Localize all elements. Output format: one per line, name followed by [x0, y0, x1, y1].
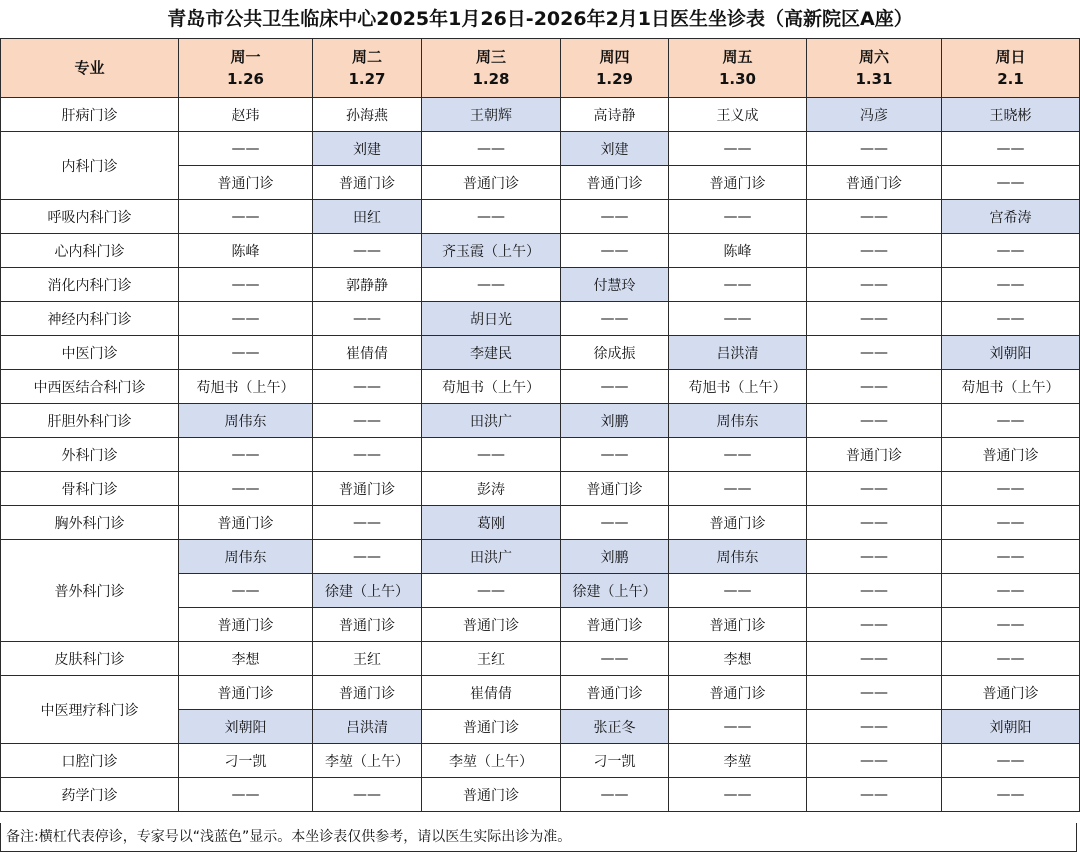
dept-cell: 中西医结合科门诊	[1, 370, 179, 404]
schedule-cell: ——	[669, 710, 807, 744]
schedule-cell: 苟旭书（上午）	[942, 370, 1080, 404]
schedule-cell: 刁一凯	[179, 744, 313, 778]
schedule-cell: ——	[179, 132, 313, 166]
schedule-cell: ——	[561, 642, 669, 676]
schedule-cell: ——	[669, 778, 807, 812]
schedule-cell: ——	[313, 506, 422, 540]
schedule-cell: ——	[422, 200, 561, 234]
table-row	[1, 540, 1080, 574]
schedule-cell: ——	[942, 268, 1080, 302]
schedule-cell: ——	[179, 336, 313, 370]
schedule-cell: 苟旭书（上午）	[179, 370, 313, 404]
schedule-cell: ——	[669, 132, 807, 166]
dept-cell: 药学门诊	[1, 778, 179, 812]
table-row	[1, 370, 1080, 404]
table-row	[1, 778, 1080, 812]
schedule-cell: ——	[807, 234, 942, 268]
schedule-cell: 高诗静	[561, 98, 669, 132]
schedule-cell: 胡日光	[422, 302, 561, 336]
day-date: 2.1	[997, 70, 1024, 88]
schedule-cell: 普通门诊	[422, 608, 561, 642]
dept-cell: 外科门诊	[1, 438, 179, 472]
schedule-cell: 王红	[313, 642, 422, 676]
day-date: 1.26	[226, 70, 264, 88]
dept-cell: 胸外科门诊	[1, 506, 179, 540]
day-header	[669, 39, 807, 98]
schedule-cell: 田红	[313, 200, 422, 234]
dept-cell: 消化内科门诊	[1, 268, 179, 302]
schedule-cell: ——	[942, 132, 1080, 166]
schedule-cell: ——	[313, 404, 422, 438]
schedule-cell: ——	[807, 642, 942, 676]
schedule-cell: 刘朝阳	[942, 336, 1080, 370]
schedule-cell: ——	[942, 574, 1080, 608]
schedule-cell: 徐建（上午）	[561, 574, 669, 608]
schedule-cell: ——	[561, 370, 669, 404]
day-header	[942, 39, 1080, 98]
page-title: 青岛市公共卫生临床中心2025年1月26日-2026年2月1日医生坐诊表（高新院区A座）	[167, 8, 913, 30]
table-row	[1, 744, 1080, 778]
schedule-cell: ——	[561, 506, 669, 540]
schedule-table	[0, 38, 1080, 812]
day-header	[807, 39, 942, 98]
schedule-cell: 刘朝阳	[942, 710, 1080, 744]
day-date: 1.29	[595, 70, 633, 88]
schedule-cell: ——	[807, 472, 942, 506]
dept-cell: 呼吸内科门诊	[1, 200, 179, 234]
schedule-cell: ——	[942, 642, 1080, 676]
header-row	[1, 39, 1080, 98]
table-row	[1, 98, 1080, 132]
schedule-cell: ——	[561, 302, 669, 336]
schedule-cell: 普通门诊	[313, 472, 422, 506]
schedule-cell: ——	[313, 438, 422, 472]
schedule-cell: 周伟东	[179, 404, 313, 438]
schedule-cell: 李想	[179, 642, 313, 676]
schedule-cell: ——	[179, 268, 313, 302]
schedule-cell: ——	[807, 744, 942, 778]
schedule-cell: 普通门诊	[422, 778, 561, 812]
schedule-cell: 刁一凯	[561, 744, 669, 778]
dept-cell: 内科门诊	[1, 132, 179, 200]
schedule-cell: ——	[561, 778, 669, 812]
schedule-cell: ——	[942, 744, 1080, 778]
schedule-cell: ——	[422, 268, 561, 302]
schedule-cell: ——	[807, 710, 942, 744]
schedule-cell: ——	[313, 234, 422, 268]
day-name: 周五	[722, 48, 753, 66]
day-date: 1.31	[855, 70, 893, 88]
day-name: 周三	[475, 48, 506, 66]
schedule-cell: ——	[179, 438, 313, 472]
table-row	[1, 200, 1080, 234]
day-name: 周二	[351, 48, 382, 66]
schedule-cell: 孙海燕	[313, 98, 422, 132]
schedule-cell: 普通门诊	[422, 710, 561, 744]
day-date: 1.27	[348, 70, 386, 88]
schedule-cell: ——	[942, 608, 1080, 642]
table-row	[1, 302, 1080, 336]
schedule-cell: 王义成	[669, 98, 807, 132]
schedule-cell: 郭静静	[313, 268, 422, 302]
dept-cell: 骨科门诊	[1, 472, 179, 506]
schedule-cell: 普通门诊	[669, 166, 807, 200]
schedule-cell: 刘朝阳	[179, 710, 313, 744]
schedule-cell: 普通门诊	[807, 166, 942, 200]
schedule-cell: 齐玉霞（上午）	[422, 234, 561, 268]
schedule-cell: 普通门诊	[561, 676, 669, 710]
schedule-cell: ——	[179, 200, 313, 234]
schedule-body	[1, 98, 1080, 812]
dept-cell: 肝病门诊	[1, 98, 179, 132]
schedule-cell: ——	[179, 472, 313, 506]
schedule-cell: 苟旭书（上午）	[422, 370, 561, 404]
dept-cell: 中医门诊	[1, 336, 179, 370]
schedule-cell: 普通门诊	[313, 166, 422, 200]
schedule-cell: ——	[669, 200, 807, 234]
schedule-cell: 普通门诊	[313, 608, 422, 642]
schedule-cell: 吕洪清	[313, 710, 422, 744]
schedule-cell: ——	[942, 234, 1080, 268]
schedule-cell: 普通门诊	[942, 438, 1080, 472]
table-row	[1, 676, 1080, 710]
schedule-cell: 徐成振	[561, 336, 669, 370]
schedule-cell: 陈峰	[669, 234, 807, 268]
table-row	[1, 438, 1080, 472]
schedule-cell: ——	[669, 268, 807, 302]
table-row	[1, 506, 1080, 540]
schedule-cell: ——	[669, 438, 807, 472]
schedule-cell: ——	[807, 404, 942, 438]
table-row	[1, 132, 1080, 166]
schedule-cell: ——	[313, 370, 422, 404]
schedule-cell: 崔倩倩	[313, 336, 422, 370]
schedule-cell: 王红	[422, 642, 561, 676]
schedule-cell: ——	[669, 302, 807, 336]
schedule-cell: 李堃	[669, 744, 807, 778]
schedule-cell: ——	[561, 200, 669, 234]
schedule-cell: 赵玮	[179, 98, 313, 132]
schedule-cell: 普通门诊	[179, 676, 313, 710]
schedule-cell: 葛刚	[422, 506, 561, 540]
dept-cell: 口腔门诊	[1, 744, 179, 778]
schedule-cell: 刘建	[561, 132, 669, 166]
schedule-cell: 徐建（上午）	[313, 574, 422, 608]
schedule-cell: 普通门诊	[179, 166, 313, 200]
day-name: 周六	[858, 48, 889, 66]
schedule-cell: 李建民	[422, 336, 561, 370]
schedule-cell: 王朝辉	[422, 98, 561, 132]
schedule-cell: 陈峰	[179, 234, 313, 268]
schedule-cell: ——	[561, 234, 669, 268]
schedule-cell: 普通门诊	[313, 676, 422, 710]
schedule-cell: ——	[807, 608, 942, 642]
schedule-cell: ——	[179, 574, 313, 608]
day-header	[313, 39, 422, 98]
schedule-cell: ——	[942, 302, 1080, 336]
schedule-cell: ——	[313, 540, 422, 574]
schedule-cell: 王晓彬	[942, 98, 1080, 132]
schedule-cell: 周伟东	[669, 540, 807, 574]
schedule-cell: 张正冬	[561, 710, 669, 744]
table-row	[1, 234, 1080, 268]
day-name: 周一	[230, 48, 261, 66]
day-header	[179, 39, 313, 98]
schedule-cell: ——	[179, 778, 313, 812]
schedule-cell: ——	[422, 574, 561, 608]
schedule-cell: 普通门诊	[669, 608, 807, 642]
schedule-cell: 彭涛	[422, 472, 561, 506]
schedule-cell: 普通门诊	[179, 608, 313, 642]
schedule-cell: ——	[422, 438, 561, 472]
day-header	[561, 39, 669, 98]
schedule-cell: 李想	[669, 642, 807, 676]
schedule-cell: 李堃（上午）	[422, 744, 561, 778]
schedule-cell: 崔倩倩	[422, 676, 561, 710]
schedule-cell: 刘建	[313, 132, 422, 166]
schedule-cell: 普通门诊	[942, 676, 1080, 710]
schedule-cell: ——	[807, 336, 942, 370]
day-header	[422, 39, 561, 98]
schedule-cell: ——	[942, 778, 1080, 812]
schedule-cell: 普通门诊	[669, 506, 807, 540]
schedule-cell: ——	[942, 540, 1080, 574]
schedule-cell: 田洪广	[422, 404, 561, 438]
schedule-cell: ——	[942, 472, 1080, 506]
schedule-cell: ——	[807, 778, 942, 812]
schedule-cell: ——	[807, 200, 942, 234]
schedule-cell: 宫希涛	[942, 200, 1080, 234]
dept-cell: 中医理疗科门诊	[1, 676, 179, 744]
schedule-cell: ——	[561, 438, 669, 472]
schedule-cell: ——	[942, 166, 1080, 200]
table-row	[1, 404, 1080, 438]
table-row	[1, 336, 1080, 370]
schedule-cell: ——	[669, 472, 807, 506]
schedule-cell: ——	[807, 676, 942, 710]
dept-header: 专业	[1, 39, 179, 98]
dept-cell: 皮肤科门诊	[1, 642, 179, 676]
dept-cell: 心内科门诊	[1, 234, 179, 268]
schedule-cell: 周伟东	[179, 540, 313, 574]
dept-cell: 神经内科门诊	[1, 302, 179, 336]
schedule-cell: 吕洪清	[669, 336, 807, 370]
day-name: 周日	[995, 48, 1026, 66]
schedule-cell: ——	[942, 506, 1080, 540]
footnote: 备注:横杠代表停诊，专家号以“浅蓝色”显示。本坐诊表仅供参考，请以医生实际出诊为准。	[0, 823, 1077, 852]
schedule-cell: 普通门诊	[179, 506, 313, 540]
schedule-cell: 田洪广	[422, 540, 561, 574]
schedule-cell: 普通门诊	[561, 472, 669, 506]
schedule-cell: 刘鹏	[561, 540, 669, 574]
schedule-cell: 普通门诊	[669, 676, 807, 710]
schedule-cell: ——	[313, 778, 422, 812]
schedule-cell: ——	[942, 404, 1080, 438]
schedule-cell: 普通门诊	[561, 166, 669, 200]
schedule-cell: ——	[807, 540, 942, 574]
schedule-cell: 普通门诊	[561, 608, 669, 642]
schedule-cell: ——	[313, 302, 422, 336]
schedule-cell: 冯彦	[807, 98, 942, 132]
schedule-cell: ——	[807, 132, 942, 166]
schedule-cell: ——	[807, 268, 942, 302]
dept-cell: 普外科门诊	[1, 540, 179, 642]
schedule-cell: ——	[807, 370, 942, 404]
schedule-cell: ——	[669, 574, 807, 608]
schedule-cell: 刘鹏	[561, 404, 669, 438]
schedule-cell: 李堃（上午）	[313, 744, 422, 778]
schedule-cell: ——	[807, 506, 942, 540]
schedule-cell: 付慧玲	[561, 268, 669, 302]
table-row	[1, 642, 1080, 676]
schedule-cell: 普通门诊	[807, 438, 942, 472]
schedule-cell: ——	[807, 574, 942, 608]
schedule-cell: 普通门诊	[422, 166, 561, 200]
table-row	[1, 268, 1080, 302]
table-row	[1, 472, 1080, 506]
schedule-cell: 周伟东	[669, 404, 807, 438]
day-date: 1.28	[472, 70, 510, 88]
day-name: 周四	[599, 48, 630, 66]
schedule-cell: ——	[422, 132, 561, 166]
day-date: 1.30	[718, 70, 756, 88]
schedule-cell: 苟旭书（上午）	[669, 370, 807, 404]
schedule-cell: ——	[179, 302, 313, 336]
dept-cell: 肝胆外科门诊	[1, 404, 179, 438]
schedule-cell: ——	[807, 302, 942, 336]
